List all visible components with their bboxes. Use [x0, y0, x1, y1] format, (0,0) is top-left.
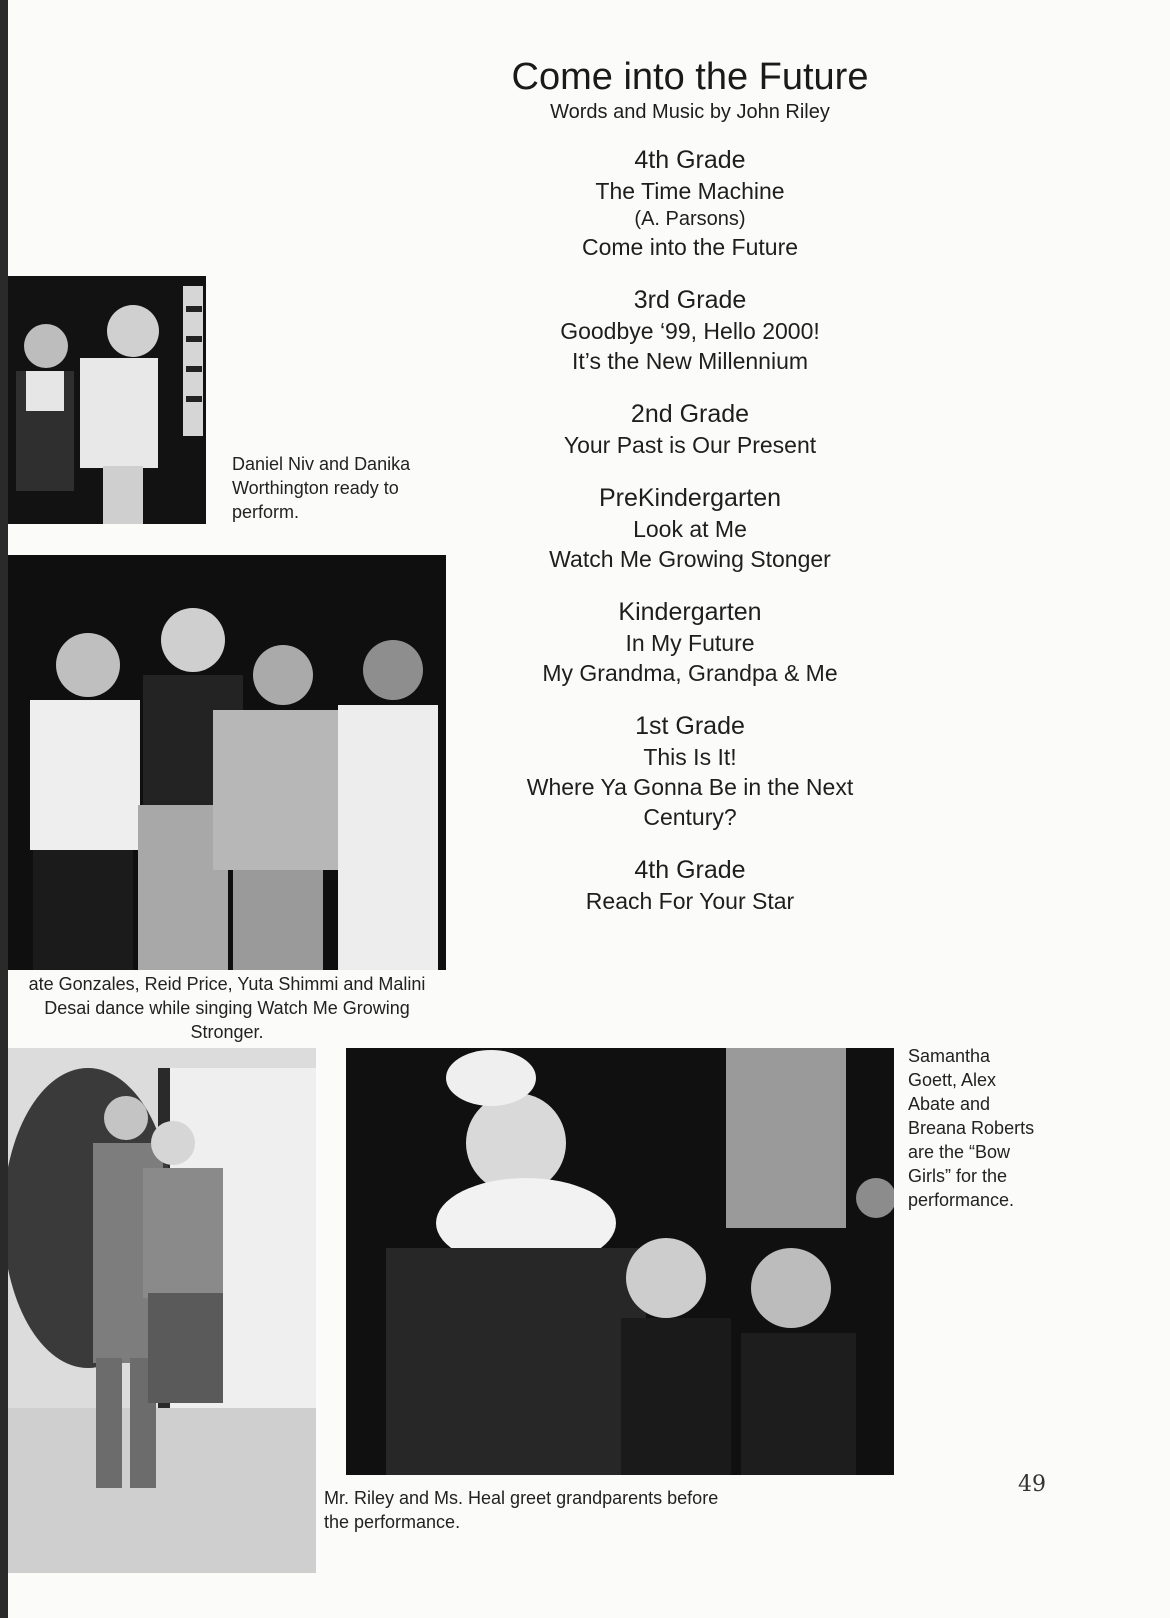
- song-credit: (A. Parsons): [634, 208, 746, 230]
- song-title: The Time Machine: [595, 178, 785, 204]
- program-byline: Words and Music by John Riley: [550, 101, 830, 123]
- grade-heading: 4th Grade: [634, 856, 746, 884]
- grade-section: [470, 711, 910, 832]
- program-listing: [470, 55, 910, 939]
- song-title: Come into the Future: [581, 234, 799, 260]
- song-title: It’s the New Millennium: [571, 348, 809, 374]
- caption-line: performance.: [908, 1190, 1015, 1210]
- caption-line: Mr. Riley and Ms. Heal greet grandparents before: [324, 1488, 719, 1508]
- caption-line: perform.: [232, 502, 300, 522]
- song-title: Look at Me: [633, 516, 747, 542]
- caption-line: Stronger.: [190, 1022, 264, 1042]
- caption-photo2: [8, 972, 446, 1044]
- caption-line: Girls” for the: [908, 1166, 1008, 1186]
- grade-heading: 4th Grade: [634, 146, 746, 174]
- grade-heading: 1st Grade: [635, 712, 745, 740]
- photo-bow-girls: [346, 1048, 894, 1475]
- photo-daniel-and-danika: [8, 276, 206, 524]
- caption-photo3: [324, 1486, 784, 1534]
- caption-line: ate Gonzales, Reid Price, Yuta Shimmi and Malini: [28, 974, 426, 994]
- caption-line: Abate and: [908, 1094, 991, 1114]
- caption-photo4: [908, 1044, 1068, 1212]
- caption-line: Desai dance while singing Watch Me Growing: [44, 998, 410, 1018]
- song-title: My Grandma, Grandpa & Me: [542, 660, 838, 686]
- photo-children-dancing: [8, 555, 446, 970]
- song-title: In My Future: [625, 630, 755, 656]
- caption-line: the performance.: [324, 1512, 461, 1532]
- caption-line: Worthington ready to: [232, 478, 399, 498]
- grade-section: [470, 483, 910, 574]
- grade-section: [470, 597, 910, 688]
- grade-section: [470, 399, 910, 460]
- caption-photo1: [232, 452, 432, 524]
- song-title: Your Past is Our Present: [563, 432, 817, 458]
- caption-line: Breana Roberts: [908, 1118, 1035, 1138]
- caption-line: are the “Bow: [908, 1142, 1011, 1162]
- grade-section: [470, 285, 910, 376]
- song-title: This Is It!: [643, 744, 737, 770]
- song-title: Century?: [643, 804, 737, 830]
- page-number: 49: [1018, 1472, 1046, 1497]
- caption-line: Samantha: [908, 1046, 991, 1066]
- song-title: Where Ya Gonna Be in the Next: [526, 774, 854, 800]
- song-title: Goodbye ‘99, Hello 2000!: [560, 318, 820, 344]
- grade-heading: Kindergarten: [618, 598, 762, 626]
- photo-riley-and-heal: [8, 1048, 316, 1573]
- song-title: Watch Me Growing Stonger: [549, 546, 831, 572]
- grade-section: [470, 855, 910, 916]
- grade-section: [470, 145, 910, 262]
- grade-heading: PreKindergarten: [598, 484, 782, 512]
- caption-line: Goett, Alex: [908, 1070, 997, 1090]
- grade-heading: 3rd Grade: [633, 286, 747, 314]
- program-title: Come into the Future: [511, 56, 869, 98]
- caption-line: Daniel Niv and Danika: [232, 454, 411, 474]
- grade-heading: 2nd Grade: [630, 400, 750, 428]
- song-title: Reach For Your Star: [585, 888, 795, 914]
- book-spine-edge: [0, 0, 8, 1618]
